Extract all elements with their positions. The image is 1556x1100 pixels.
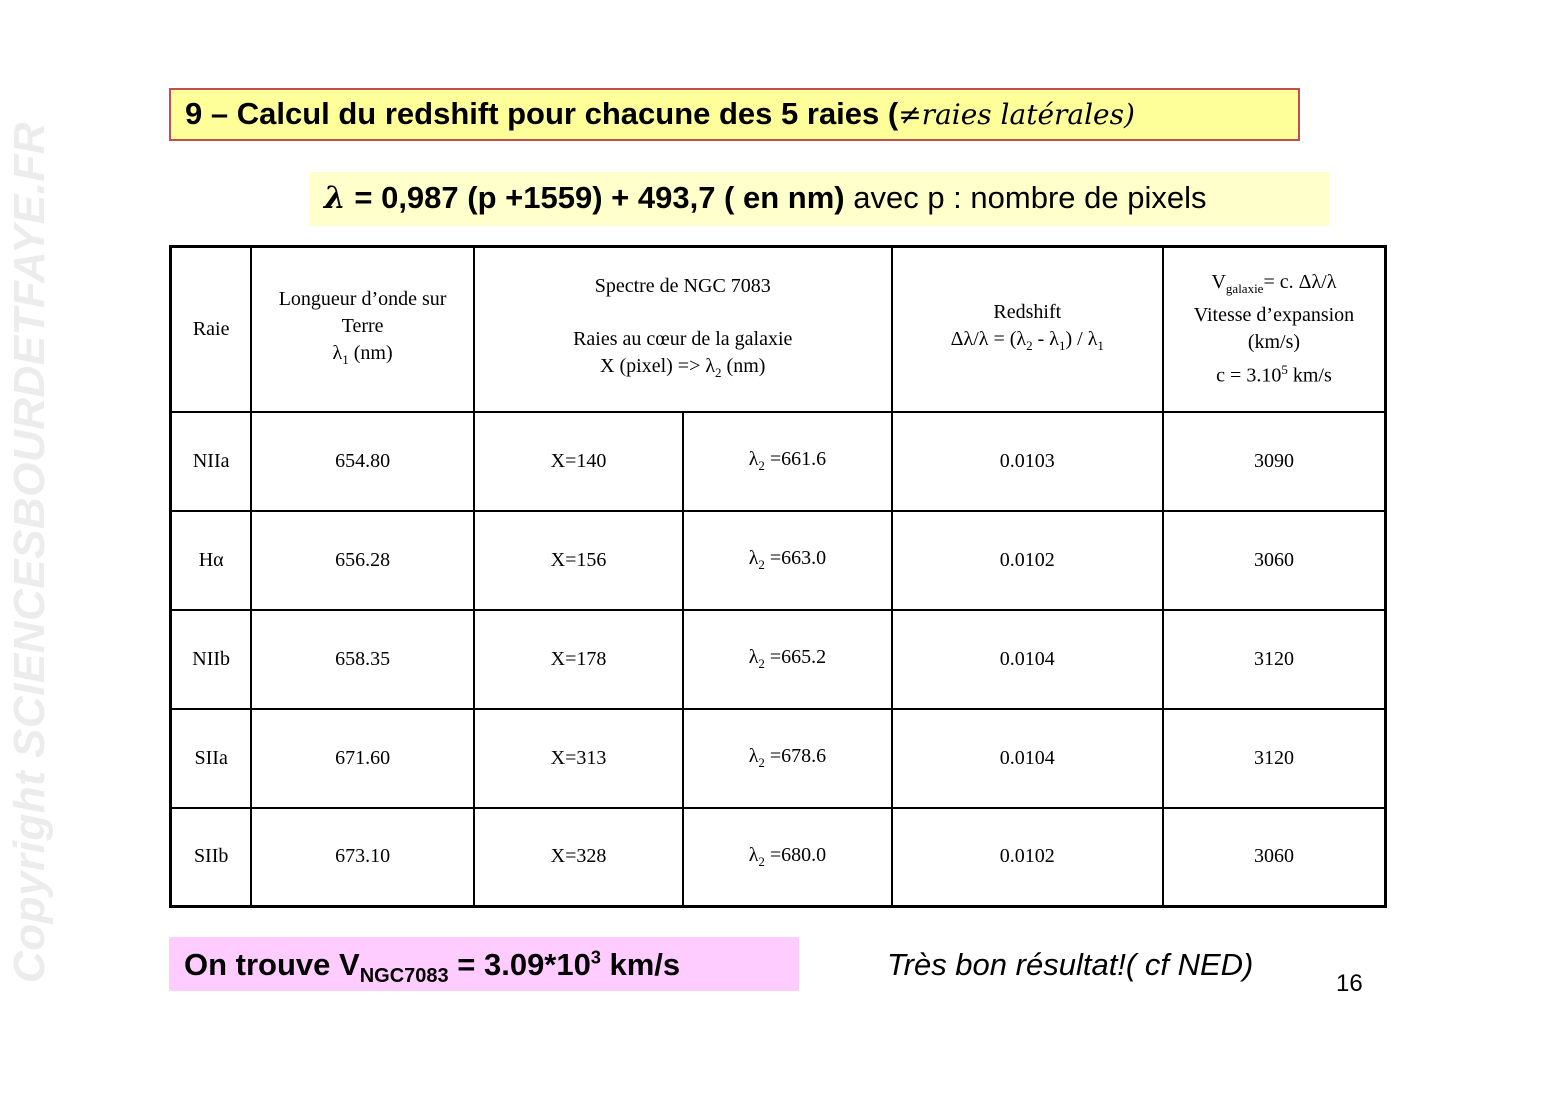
header-spectre [474, 247, 892, 412]
cell-x: X=313 [474, 709, 683, 808]
header-spectre-line1: Spectre de NGC 7083 [594, 274, 771, 297]
result-box [169, 937, 799, 991]
cell-raie: NIIa [171, 412, 252, 511]
header-spectre-line3: X (pixel) => $\lambda_2$ (nm) [600, 354, 766, 380]
cell-raie: SIIb [171, 808, 252, 907]
formula-box [310, 172, 1329, 226]
header-vitesse [1163, 247, 1386, 412]
cell-redshift: 0.0102 [892, 511, 1163, 610]
table-row [171, 808, 1386, 907]
header-raie: Raie [171, 247, 252, 412]
lambda-symbol: λ [324, 180, 346, 216]
header-redshift-line1: Redshift [993, 301, 1062, 324]
header-vitesse-c: $c = 3.10^5$ km/s [1216, 361, 1332, 387]
cell-x: X=178 [474, 610, 683, 709]
cell-lambda1: 654.80 [251, 412, 473, 511]
slide-title [185, 96, 1135, 132]
table-row [171, 610, 1386, 709]
formula-bold: = 0,987 (p +1559) + 493,7 ( en nm) [345, 180, 845, 215]
header-redshift [892, 247, 1163, 412]
cell-x: X=328 [474, 808, 683, 907]
cell-redshift: 0.0104 [892, 610, 1163, 709]
cell-vitesse: 3120 [1163, 610, 1386, 709]
cell-lambda2: $\lambda_2 =661.6$ [683, 412, 891, 511]
header-vitesse-line3: (km/s) [1247, 330, 1301, 353]
header-longueur-line1: Longueur d’onde sur [278, 287, 447, 310]
header-longueur [251, 247, 473, 412]
header-longueur-line3: $\lambda_1$ (nm) [332, 341, 393, 367]
cell-redshift: 0.0104 [892, 709, 1163, 808]
cell-redshift: 0.0103 [892, 412, 1163, 511]
result-text: On trouve $V_{NGC7083} = 3.09*10^3$ km/s [184, 947, 681, 988]
cell-vitesse: 3060 [1163, 511, 1386, 610]
formula-normal: avec p : nombre de pixels [844, 180, 1207, 215]
formula [324, 180, 1206, 216]
header-spectre-line2: Raies au cœur de la galaxie [573, 327, 793, 350]
header-redshift-formula: $\Delta\lambda/\lambda = (\lambda_2 - \lambda_1) / \lambda_1$ [950, 328, 1104, 354]
header-vitesse-line2: Vitesse d’expansion [1193, 303, 1355, 326]
result-comment: Très bon résultat!( cf NED) [887, 947, 1254, 982]
table-row [171, 709, 1386, 808]
cell-lambda1: 656.28 [251, 511, 473, 610]
table-row [171, 511, 1386, 610]
cell-lambda2: $\lambda_2 =665.2$ [683, 610, 891, 709]
cell-raie: NIIb [171, 610, 252, 709]
cell-lambda2: $\lambda_2 =678.6$ [683, 709, 891, 808]
page-number: 16 [1336, 970, 1363, 997]
title-main: 9 – Calcul du redshift pour chacune des 5 raies ( [185, 96, 899, 131]
cell-redshift: 0.0102 [892, 808, 1163, 907]
table-row [171, 412, 1386, 511]
cell-vitesse: 3060 [1163, 808, 1386, 907]
cell-x: X=156 [474, 511, 683, 610]
cell-vitesse: 3120 [1163, 709, 1386, 808]
redshift-table [169, 245, 1387, 908]
cell-x: X=140 [474, 412, 683, 511]
cell-lambda2: $\lambda_2 =680.0$ [683, 808, 891, 907]
cell-lambda1: 658.35 [251, 610, 473, 709]
cell-vitesse: 3090 [1163, 412, 1386, 511]
cell-lambda1: 673.10 [251, 808, 473, 907]
header-longueur-line2: Terre [341, 314, 384, 337]
title-script: ≠raies latérales) [898, 98, 1135, 131]
cell-raie: SIIa [171, 709, 252, 808]
cell-lambda1: 671.60 [251, 709, 473, 808]
cell-raie: Hα [171, 511, 252, 610]
header-vitesse-formula: $V_{galaxie}= c$. Δλ/λ [1211, 270, 1337, 296]
cell-lambda2: $\lambda_2 =663.0$ [683, 511, 891, 610]
copyright-watermark: Copyright SCIENCESBOURDETFAYE.FR [5, 121, 54, 983]
table-header-row [171, 247, 1386, 412]
slide-title-box [169, 88, 1300, 141]
